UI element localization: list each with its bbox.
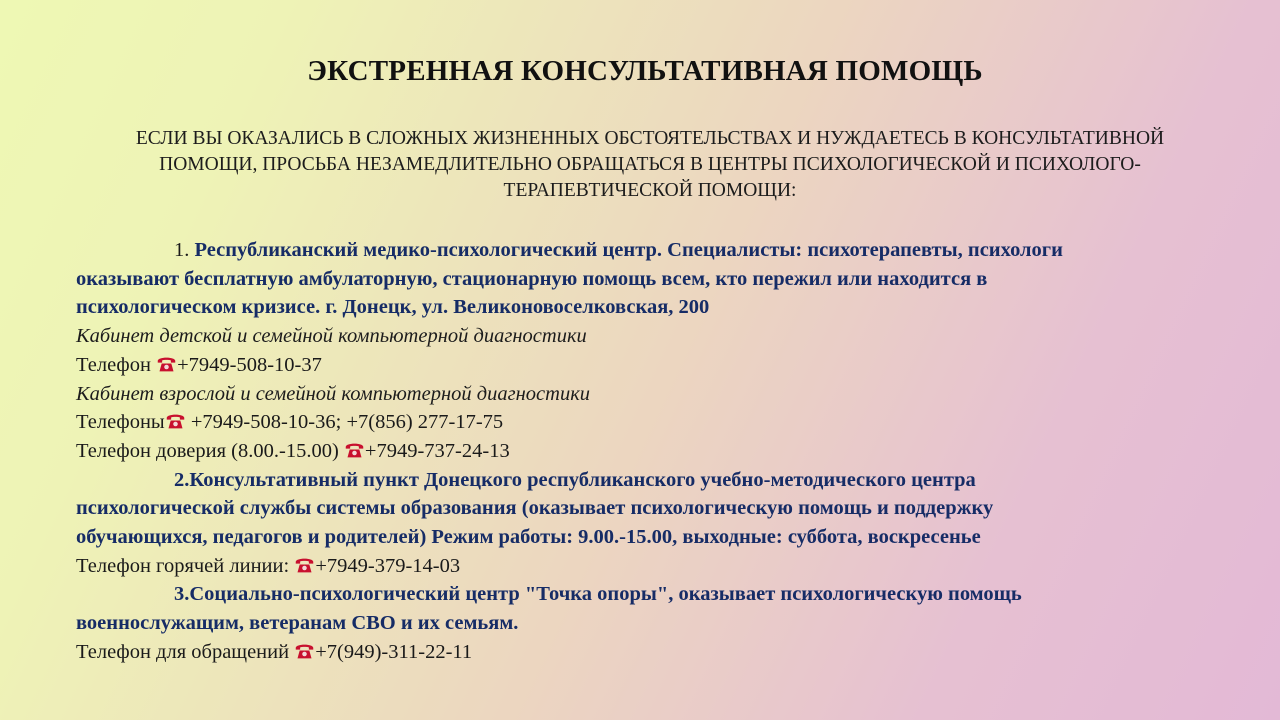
phone-row-5 — [76, 638, 1226, 667]
phone-row-3 — [76, 437, 1226, 466]
intro-line: ЕСЛИ ВЫ ОКАЗАЛИСЬ В СЛОЖНЫХ ЖИЗНЕННЫХ ОБСТОЯТЕЛЬСТВАХ И НУЖДАЕТЕСЬ В КОНСУЛЬТАТИВНОЙ — [135, 128, 1165, 149]
intro-line: ТЕРАПЕВТИЧЕСКОЙ ПОМОЩИ: — [503, 180, 797, 201]
cabinet-children: Кабинет детской и семейной компьютерной диагностики — [76, 325, 587, 348]
telephone-icon — [344, 439, 365, 460]
phone-number[interactable]: +7949-737-24-13 — [364, 439, 510, 462]
phone-label: Телефон доверия (8.00.-15.00) — [76, 439, 344, 462]
section3-line-2: военнослужащим, ветеранам СВО и их семьям. — [76, 612, 519, 635]
centers-list — [76, 236, 1226, 667]
intro-text — [85, 126, 1215, 204]
section2-line-3: обучающихся, педагогов и родителей) Режим работы: 9.00.-15.00, выходные: суббота, воскресенье — [76, 526, 981, 549]
telephone-icon — [294, 640, 315, 661]
cabinet-adults: Кабинет взрослой и семейной компьютерной диагностики — [76, 382, 591, 405]
telephone-icon — [156, 353, 177, 374]
telephone-icon — [165, 410, 186, 431]
phone-row-4 — [76, 552, 1226, 581]
telephone-icon — [294, 554, 315, 575]
phone-label: Телефон — [76, 353, 157, 376]
phone-label: Телефоны — [76, 411, 165, 434]
page-title: ЭКСТРЕННАЯ КОНСУЛЬТАТИВНАЯ ПОМОЩЬ — [307, 55, 983, 87]
section3-heading: 3.Социально-психологический центр "Точка опоры", оказывает психологическую помощь — [174, 583, 1022, 606]
intro-line: ПОМОЩИ, ПРОСЬБА НЕЗАМЕДЛИТЕЛЬНО ОБРАЩАТЬСЯ В ЦЕНТРЫ ПСИХОЛОГИЧЕСКОЙ И ПСИХОЛОГО- — [159, 154, 1141, 175]
section2-heading: 2.Консультативный пункт Донецкого республиканского учебно-методического центра — [174, 468, 976, 491]
section2-line-2: психологической службы системы образования (оказывает психологическую помощь и поддержку — [76, 497, 994, 520]
section1-number: 1. — [174, 239, 195, 261]
phone-label: Телефон горячей линии: — [76, 554, 295, 577]
section1-line-2: оказывают бесплатную амбулаторную, стационарную помощь всем, кто пережил или находится в — [76, 267, 988, 290]
phone-number[interactable]: +7949-379-14-03 — [315, 554, 461, 577]
phone-number[interactable]: +7949-508-10-36; +7(856) 277-17-75 — [185, 411, 504, 434]
section1-heading: Республиканский медико-психологический центр. Специалисты: психотерапевты, психологи — [194, 239, 1063, 261]
section1-line-3: психологическом кризисе. г. Донецк, ул. Великоновоселковская, 200 — [76, 296, 710, 319]
phone-row-2 — [76, 408, 1226, 437]
phone-row-1 — [76, 351, 1226, 380]
phone-number[interactable]: +7(949)-311-22-11 — [315, 640, 473, 663]
phone-number[interactable]: +7949-508-10-37 — [177, 353, 322, 376]
section1-line-1 — [76, 236, 1226, 265]
phone-label: Телефон для обращений — [76, 640, 295, 663]
